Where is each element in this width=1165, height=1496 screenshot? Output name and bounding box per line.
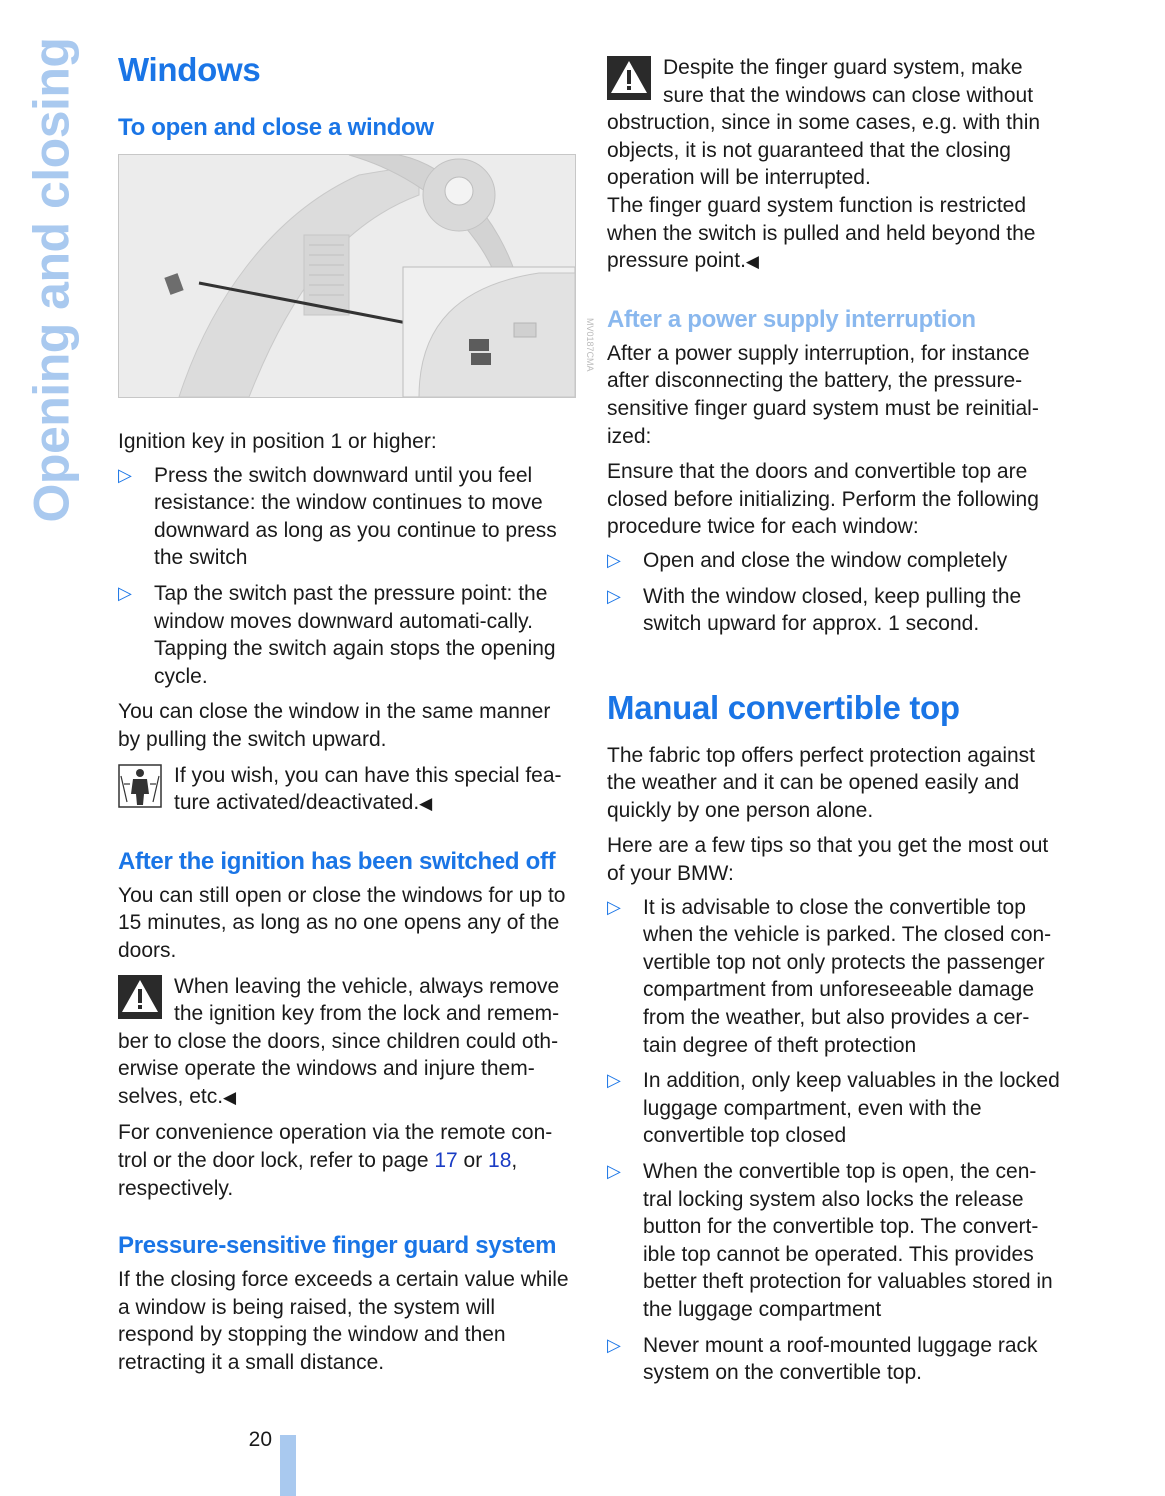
heading-pressure-sensitive: Pressure-sensitive finger guard system xyxy=(118,1232,557,1260)
convenience-text-or: or xyxy=(457,1149,489,1173)
convenience-text-start: For convenience operation via the remote con-trol or the door lock, refer to page xyxy=(118,1121,553,1173)
convenience-operation-text xyxy=(118,1119,576,1202)
page-link-17[interactable]: 17 xyxy=(434,1149,458,1173)
list-item: ▷ Open and close the window completely xyxy=(607,547,1062,575)
end-mark-icon: ◀ xyxy=(223,1087,237,1107)
dashboard-illustration xyxy=(119,155,575,397)
list-item: ▷ Never mount a roof-mounted luggage rack system on the convertible top. xyxy=(607,1332,1062,1387)
ignition-intro: Ignition key in position 1 or higher: xyxy=(118,430,437,453)
page-number: 20 xyxy=(248,1428,272,1451)
left-column xyxy=(118,50,576,1377)
finger-guard-restricted-text: The finger guard system function is restricted when the switch is pulled and held beyond the pressure point. xyxy=(607,193,1036,273)
power-interruption-text: After a power supply interruption, for instance after disconnecting the battery, the pressure-sensitive finger guard system must be reinitial-ized: xyxy=(607,341,1039,448)
list-item: ▷ Tap the switch past the pressure point: the window moves downward automati-cally. Tapping the switch again stops the opening cycle. xyxy=(118,580,576,690)
finger-guard-warning xyxy=(607,54,1062,192)
open-close-bullet-list xyxy=(118,462,576,691)
special-feature-note xyxy=(118,762,576,818)
ensure-closed-text: Ensure that the doors and convertible top are closed before initializing. Perform the following procedure twice for each window: xyxy=(607,460,1039,539)
power-bullet-list xyxy=(607,547,1062,638)
window-switch-figure xyxy=(118,154,576,398)
heading-power-interruption: After a power supply interruption xyxy=(607,305,976,333)
service-person-icon xyxy=(118,764,162,808)
chapter-side-tab-label: Opening and closing xyxy=(23,37,79,523)
warning-triangle-icon xyxy=(118,975,162,1019)
list-item: ▷ Press the switch downward until you feel resistance: the window continues to move downward as long as you continue to press the switch xyxy=(118,462,576,572)
after-ignition-text: You can still open or close the windows for up to 15 minutes, as long as no one opens any of the doors. xyxy=(118,883,566,962)
page-marker-bar xyxy=(280,1435,296,1496)
pressure-sensitive-text: If the closing force exceeds a certain value while a window is being raised, the system will respond by stopping the window and then retracting it a small distance. xyxy=(118,1268,569,1375)
right-column xyxy=(607,54,1062,1395)
leave-vehicle-text: When leaving the vehicle, always remove the ignition key from the lock and remem-ber to close the doors, since children could oth-erwise operate the windows and injure them-selves, etc. xyxy=(118,974,560,1108)
convenience-text-end: , respectively. xyxy=(118,1149,518,1200)
leave-vehicle-warning xyxy=(118,973,576,1112)
list-item: ▷ It is advisable to close the convertible top when the vehicle is parked. The closed con-vertible top not only protects the passenger compartment from unforeseeable damage from the weather, but also provides a cer-tain degree of theft protection xyxy=(607,894,1062,1060)
list-item: ▷ With the window closed, keep pulling the switch upward for approx. 1 second. xyxy=(607,583,1062,638)
convertible-tips-list xyxy=(607,894,1062,1387)
end-mark-icon: ◀ xyxy=(419,794,433,814)
finger-guard-warning-text: Despite the finger guard system, make sure that the windows can close without obstruction, since in some cases, e.g. with thin objects, it is not guaranteed that the closing operation will be interrupted. xyxy=(607,56,1041,190)
figure-code: MV0187CMA xyxy=(585,318,595,372)
heading-windows: Windows xyxy=(118,51,261,88)
chapter-side-tab xyxy=(20,37,82,523)
heading-after-ignition: After the ignition has been switched off xyxy=(118,847,556,875)
list-item: ▷ In addition, only keep valuables in the locked luggage compartment, even with the convertible top closed xyxy=(607,1067,1062,1150)
heading-manual-convertible-top: Manual convertible top xyxy=(607,688,960,726)
list-item: ▷ When the convertible top is open, the cen-tral locking system also locks the release button for the convertible top. The convert-ible top cannot be operated. This provides better theft protection for valuables stored in the luggage compartment xyxy=(607,1158,1062,1324)
warning-triangle-icon xyxy=(607,56,651,100)
fabric-top-text: The fabric top offers perfect protection against the weather and it can be opened easily and quickly by one person alone. xyxy=(607,743,1036,822)
end-mark-icon: ◀ xyxy=(745,252,759,272)
heading-open-close-window: To open and close a window xyxy=(118,114,434,141)
page-link-18[interactable]: 18 xyxy=(488,1149,512,1173)
tips-intro-text: Here are a few tips so that you get the most out of your BMW: xyxy=(607,834,1049,886)
close-same-text: You can close the window in the same manner by pulling the switch upward. xyxy=(118,700,551,751)
special-feature-text: If you wish, you can have this special fea-ture activated/deactivated. xyxy=(174,763,562,815)
